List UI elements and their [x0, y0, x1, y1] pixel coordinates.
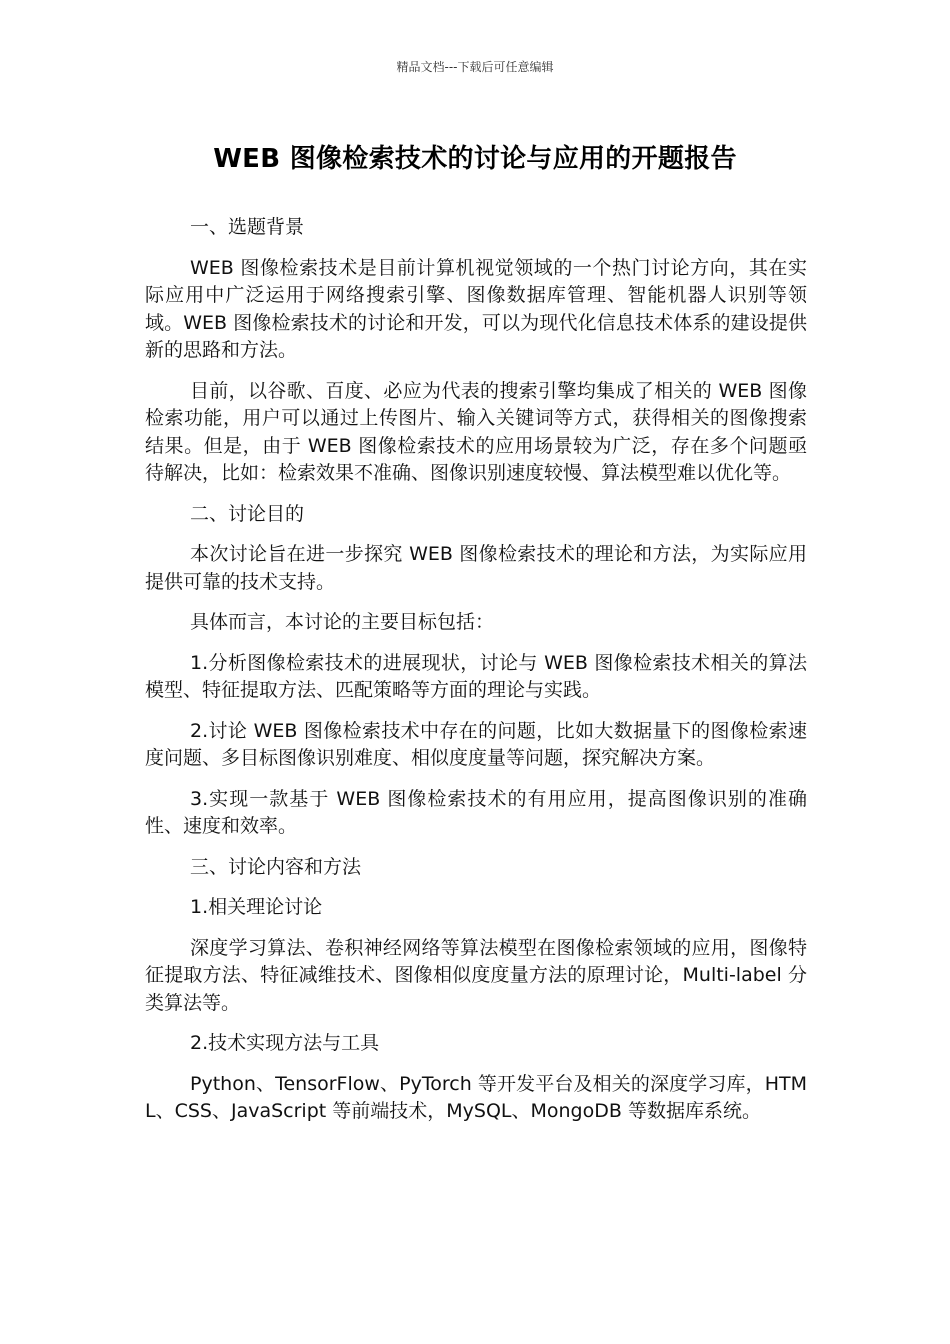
document-body [145, 214, 807, 1139]
paragraph: WEB 图像检索技术是目前计算机视觉领域的一个热门讨论方向，其在实际应用中广泛运用于网络搜索引擎、图像数据库管理、智能机器人识别等领域。WEB 图像检索技术的讨论和开发，可以为现代化信息技术体系的建设提供新的思路和方法。 [145, 256, 807, 361]
list-item: 2.讨论 WEB 图像检索技术中存在的问题，比如大数据量下的图像检索速度问题、多目标图像识别难度、相似度度量等问题，探究解决方案。 [145, 719, 807, 769]
document-title: WEB 图像检索技术的讨论与应用的开题报告 [213, 144, 737, 174]
paragraph: 深度学习算法、卷积神经网络等算法模型在图像检索领域的应用，图像特征提取方法、特征减维技术、图像相似度度量方法的原理讨论，Multi-label 分类算法等。 [145, 936, 807, 1014]
paragraph: 目前，以谷歌、百度、必应为代表的搜索引擎均集成了相关的 WEB 图像检索功能，用户可以通过上传图片、输入关键词等方式，获得相关的图像搜索结果。但是，由于 WEB 图像检索技术的应用场景较为广泛，存在多个问题亟待解决，比如：检索效果不准确、图像识别速度较慢、算法模型难以优化等。 [145, 379, 807, 484]
section-heading: 二、讨论目的 [190, 502, 305, 525]
section-heading: 一、选题背景 [190, 216, 305, 238]
section-heading: 三、讨论内容和方法 [190, 855, 362, 878]
paragraph: 本次讨论旨在进一步探究 WEB 图像检索技术的理论和方法，为实际应用提供可靠的技术支持。 [145, 543, 807, 593]
list-item: 3.实现一款基于 WEB 图像检索技术的有用应用，提高图像识别的准确性、速度和效率。 [145, 787, 807, 837]
list-item: 1.分析图像检索技术的进展现状，讨论与 WEB 图像检索技术相关的算法模型、特征提取方法、匹配策略等方面的理论与实践。 [145, 651, 807, 701]
subsection-heading: 2.技术实现方法与工具 [190, 1032, 380, 1054]
paragraph: Python、TensorFlow、PyTorch 等开发平台及相关的深度学习库，HTML、CSS、JavaScript 等前端技术，MySQL、MongoDB 等数据库系统。 [145, 1072, 807, 1122]
header-note: 精品文档---下载后可任意编辑 [396, 60, 554, 74]
subsection-heading: 1.相关理论讨论 [190, 896, 323, 918]
paragraph: 具体而言，本讨论的主要目标包括： [190, 611, 495, 633]
